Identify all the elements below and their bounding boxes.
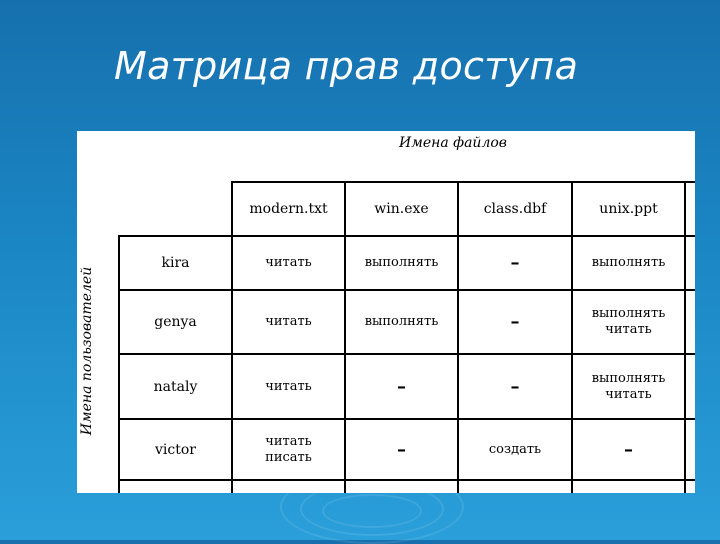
table-cell: читать xyxy=(265,255,312,270)
table-cell: выполнять читать xyxy=(591,306,666,337)
table-cell: – xyxy=(397,438,406,460)
row-header-user: kira xyxy=(161,255,190,271)
decorative-ripple xyxy=(322,494,422,528)
table-cell: создать xyxy=(488,441,542,457)
table-cell: выполнять читать xyxy=(591,370,666,402)
grid-line xyxy=(684,181,686,493)
table-cell: читать xyxy=(265,314,312,329)
table-cell: читать писать xyxy=(265,433,312,465)
access-matrix-panel xyxy=(77,131,695,493)
table-cell: – xyxy=(510,311,520,332)
table-cell: выполнять xyxy=(364,314,439,329)
table-cell: читать xyxy=(265,378,312,394)
column-header: unix.ppt xyxy=(599,201,658,217)
row-header-user: victor xyxy=(155,441,196,458)
table-cell: – xyxy=(510,252,520,273)
table-cell: выполнять xyxy=(364,255,439,270)
slide-title: Матрица прав доступа xyxy=(114,44,579,88)
column-header: modern.txt xyxy=(249,201,328,217)
grid-line xyxy=(118,479,695,481)
files-caption: Имена файлов xyxy=(399,135,507,151)
row-header-user: nataly xyxy=(153,378,198,395)
table-cell: выполнять xyxy=(591,255,666,270)
table-cell: – xyxy=(624,438,633,460)
table-cell: – xyxy=(397,375,406,397)
column-header: win.exe xyxy=(374,201,429,217)
column-header: class.dbf xyxy=(483,201,547,217)
row-header-user: genya xyxy=(154,314,197,330)
table-cell: – xyxy=(510,375,520,397)
users-caption: Имена пользователей xyxy=(79,266,95,436)
